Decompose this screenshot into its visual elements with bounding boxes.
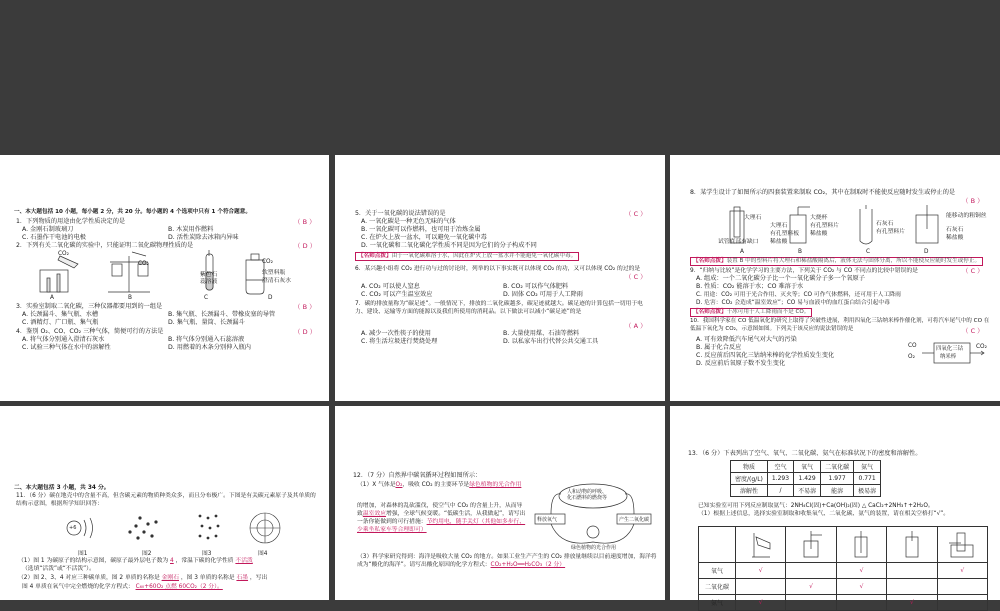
- option: C. 在炉火上放一盆水，可以避免一氧化碳中毒: [361, 234, 487, 241]
- text: 的增加，对森林的乱砍滥伐: [357, 503, 427, 509]
- table-header-cell: 空气: [767, 461, 793, 473]
- text: ，常温下碳的化学性质: [175, 558, 234, 564]
- table-cell: 1.977: [821, 473, 854, 485]
- question-12: 12．（7 分）自然界中碳氧循环过程如图所示：: [353, 472, 482, 479]
- page-3: [670, 155, 1000, 401]
- check-cell: [937, 579, 987, 595]
- page-1: [0, 155, 329, 401]
- check-cell: [786, 563, 836, 579]
- text: （1）X 气体是: [357, 482, 396, 488]
- question-10: 10．我国科学家在 CO 低温氧化的研究上取得了突破性进展，利用四氧化三钴纳米棒作催化剂，可将汽车尾气中的 CO 在低温下氧化为 CO₂，示意图如图。下列关于该反应的说法错误的是: [690, 318, 990, 332]
- section-heading: 一、本大题包括 10 小题，每小题 2 分，共 20 分。每小题的 4 个选项中只有 1 个符合题意。: [14, 209, 251, 215]
- answer-blank: 绿色植物的光合作用: [469, 482, 522, 488]
- option: D. 危害：CO₂ 会造成“温室效应”；CO 易与血液中的血红蛋白结合引起中毒: [696, 300, 890, 306]
- fig-label: CO: [908, 343, 917, 349]
- fig-label: 能移动的粗铜丝: [946, 213, 987, 219]
- option: B. 木炭用作燃料: [168, 226, 214, 233]
- page-5: [335, 406, 665, 600]
- answer-5: （ C ）: [625, 210, 647, 218]
- table-cell: /: [767, 485, 793, 497]
- page-6: [670, 406, 1000, 607]
- option: B. 属于化合反应: [696, 344, 742, 351]
- apparatus-row: [699, 527, 988, 563]
- answer-8: （ B ）: [962, 197, 984, 205]
- sub-question-2: [18, 574, 267, 582]
- answer-blank: 不活泼: [235, 558, 253, 564]
- text: ，吸收 CO₂ 的主要环节是: [402, 482, 470, 488]
- text: ，写出: [249, 575, 268, 581]
- fig-label-d: D: [924, 249, 929, 255]
- option: B. 一氧化碳可以作燃料，也可用于冶炼金属: [361, 226, 481, 233]
- fig-label: O₂: [908, 354, 915, 360]
- check-cell: √: [836, 579, 886, 595]
- apparatus-d-icon: [897, 529, 927, 559]
- check-cell: √: [937, 563, 987, 579]
- tip-tag: 【名师点拨】: [358, 253, 392, 259]
- option: C. 反应前后四氧化三钴纳米棒的化学性质发生变化: [696, 352, 835, 359]
- table-header-cell: 氨气: [854, 461, 881, 473]
- table-row: [731, 485, 881, 497]
- text: ，图 3 单质的名称是: [180, 575, 235, 581]
- table-header-row: [731, 461, 881, 473]
- sub-question-3: [357, 553, 657, 569]
- text: （3）科学家研究得到：海洋是吸收大量 CO₂ 的地方。如果工业生产产生的 CO₂ 排放量继续以目前速度增加，海洋将成为“酸化的海洋”。请写出酸化原因的化学方程式：: [357, 554, 657, 568]
- table-cell: 密度/(g/L): [731, 473, 768, 485]
- answer-blank: 温室效应: [362, 511, 387, 517]
- check-cell: [736, 579, 786, 595]
- option: B. 性质：CO₂ 能溶于水；CO 难溶于水: [696, 283, 804, 290]
- table-cell: 不易溶: [794, 485, 821, 497]
- table-cell: 0.771: [854, 473, 881, 485]
- answer-blank: 石墨: [236, 575, 249, 581]
- question-7: 7．碳的排放量称为“碳足迹”。一般情况下，排放的二氧化碳越多，碳足迹就越大。碳足迹的计算包括一切用于电力、建设、运输等方面的能源以及我们所使用的消耗品。以下做法可以减小“碳足迹”的是: [355, 301, 643, 315]
- table-cell: 1.293: [767, 473, 793, 485]
- table-cell: [699, 527, 736, 563]
- fig-label-d: D: [268, 295, 273, 301]
- answer-7: （ A ）: [625, 322, 647, 330]
- apparatus-c: [860, 205, 872, 244]
- answer-blank: CO₂+H₂O══H₂CO₃（2 分）: [490, 562, 566, 568]
- instruction-text: （1）根据上述信息，选择实验室制取和收集氧气、二氧化碳、氨气的装置，请在相关空格打“√”。: [698, 511, 950, 517]
- teacher-tip: [690, 257, 983, 266]
- fig-label: CO₂: [262, 259, 273, 265]
- question-13: 13．（6 分）下表列出了空气、氧气、二氧化碳、氨气在标准状况下的密度和溶解性。: [688, 450, 922, 457]
- fig-label: 大烧杯: [810, 215, 828, 221]
- tip-text: 干冰可用于人工降雨而不是 CO。: [726, 309, 810, 315]
- fig-label: 大理石: [770, 223, 788, 229]
- check-cell: [887, 579, 937, 595]
- apparatus-cell: [836, 527, 886, 563]
- fig-label: 图4: [258, 551, 268, 557]
- apparatus-a-icon: [746, 529, 776, 559]
- tip-text: 由于一氧化碳难溶于水，因此在炉火上放一盆水并不能避免一氧化碳中毒。: [391, 253, 577, 259]
- section-heading: 二、本大题包括 3 小题，共 34 分。: [14, 485, 110, 491]
- option: C. 将生活垃圾进行焚烧处理: [361, 338, 438, 345]
- apparatus-cell: [937, 527, 987, 563]
- teacher-tip: [690, 308, 812, 317]
- table-cell: 1.429: [794, 473, 821, 485]
- question-4: 4．鉴别 O₂、CO、CO₂ 三种气体，简便可行的方法是: [16, 328, 164, 335]
- teacher-tip: [355, 252, 579, 261]
- sub-question-1: [18, 557, 253, 565]
- question-3: 3．实验室制取二氧化碳，三种仪器都要用到的一组是: [16, 303, 163, 310]
- check-cell: √: [736, 563, 786, 579]
- option: B. 大量使用煤、石油等燃料: [503, 330, 580, 337]
- answer-3: （ B ）: [294, 303, 316, 311]
- fig-label: 稀盐酸: [770, 239, 788, 245]
- option: D. 用燃着的木条分别伸入瓶内: [168, 344, 251, 351]
- fig-label: 有孔塑料片: [810, 223, 839, 229]
- nucleus-label: +6: [69, 525, 77, 531]
- option: A. 减少一次性筷子的使用: [361, 330, 431, 337]
- answer-6: （ C ）: [625, 273, 647, 281]
- check-cell: [887, 563, 937, 579]
- fig-label: 软塑料瓶: [262, 270, 286, 276]
- fig-label: CO₂: [138, 261, 149, 267]
- cycle-label: 化石燃料的燃烧等: [567, 495, 608, 501]
- sub-question-2-cont: [22, 583, 223, 591]
- option: A. 金刚石制玻璃刀: [22, 226, 74, 233]
- question-2: 2．下列有关二氧化碳的实验中，只能证明二氧化碳物理性质的是: [16, 242, 194, 249]
- cycle-label: 绿色植物的光合作用: [571, 545, 617, 551]
- option: D. 集气瓶、量筒、长颈漏斗: [168, 319, 245, 326]
- option: A. CO₂ 可以使人窒息: [361, 283, 420, 290]
- question-1: 1．下列物质的用途由化学性质决定的是: [16, 218, 126, 225]
- fig-label: 图3: [202, 551, 212, 557]
- option: A. 长颈漏斗、集气瓶、水槽: [22, 311, 99, 318]
- answer-blank: 节约用电，随手关灯（其他如多步行、少乘坐私家车等合理即可）: [357, 519, 526, 533]
- text: 图 4 单质在氧气中完全燃烧的化学方程式：: [22, 584, 134, 590]
- fig-label: CO₂: [976, 344, 987, 350]
- fig-label-b: B: [798, 249, 802, 255]
- option: D. 一氧化碳和二氧化碳化学性质不同是因为它们的分子构成不同: [361, 242, 537, 249]
- fig-label: 紫色石: [200, 272, 218, 278]
- page-2: [335, 155, 665, 401]
- row-label: 二氧化碳: [699, 579, 736, 595]
- graphite-structure: [199, 515, 220, 540]
- reaction-text: 已知实验室可用下列反应制取氨气：2NH₄Cl(固)+Ca(OH)₂(固) △ CaCl₂+2NH₃↑+2H₂O。: [698, 503, 934, 509]
- option: D. 反应前后氧原子数不发生变化: [696, 360, 786, 367]
- option: C. 酒精灯、广口瓶、集气瓶: [22, 319, 99, 326]
- table-row: [699, 563, 988, 579]
- row-label: 氧气: [699, 563, 736, 579]
- table-cell: 极易溶: [854, 485, 881, 497]
- fig-label: 石灰石: [876, 221, 894, 227]
- fig-label: 大理石: [744, 215, 762, 221]
- carbon-structure-figure: [60, 510, 290, 546]
- fig-label: 蕊溶液: [200, 279, 218, 285]
- option: C. CO₂ 可以产生温室效应: [361, 291, 433, 298]
- tip-text: 装置 B 中的塑料片将大理石和稀盐酸隔离后，液体无法与固体分离，所以不能使反应随时发生或停止。: [726, 258, 981, 264]
- answer-1: （ B ）: [294, 218, 316, 226]
- answer-10: （ C ）: [962, 327, 984, 335]
- candle-beaker-figure: [40, 256, 78, 292]
- fig-label: 试管底部有缺口: [718, 239, 759, 245]
- row-label: 氨气: [699, 595, 736, 611]
- table-header-cell: 二氧化碳: [821, 461, 854, 473]
- fig-label: 有孔塑料板: [770, 231, 799, 237]
- sub-question-1-cont: （选填“活泼”或“不活泼”）。: [22, 566, 95, 572]
- table-header-cell: 物质: [731, 461, 768, 473]
- check-cell: [786, 595, 836, 611]
- fig-label-c: C: [204, 295, 209, 301]
- apparatus-table: [698, 526, 988, 611]
- fig-label: 图2: [142, 551, 152, 557]
- apparatus-b-icon: [796, 529, 826, 559]
- balance-figure: [108, 252, 150, 292]
- option: C. 试验三种气体在水中的溶解性: [22, 344, 111, 351]
- fig-label-a: A: [50, 295, 54, 301]
- page-4: [0, 406, 329, 600]
- option: C. 用途：CO₂ 可用于光合作用、灭火等；CO 可作气体燃料，还可用于人工降雨: [696, 292, 901, 298]
- apparatus-e-icon: [947, 529, 977, 559]
- table-row: [699, 595, 988, 611]
- option: A. 可有效降低汽车尾气对大气的污染: [696, 336, 797, 343]
- apparatus-cell: [887, 527, 937, 563]
- option: D. 以私家车出行代替公共交通工具: [503, 338, 599, 345]
- table-cell: 溶解性: [731, 485, 768, 497]
- answer-2: （ D ）: [294, 242, 317, 250]
- table-cell: 能溶: [821, 485, 854, 497]
- check-cell: √: [836, 563, 886, 579]
- text: （1）图 1 为碳原子的结构示意图，碳原子最外层电子数为: [18, 558, 169, 564]
- table-row: [731, 473, 881, 485]
- cycle-label: 释放氧气: [537, 517, 558, 523]
- apparatus-b: [790, 207, 810, 243]
- question-6: 6．某兴趣小组将 CO₂ 进行功与过的讨论时，列举的以下事实既可以体现 CO₂ 的功，又可以体现 CO₂ 的过的是: [355, 266, 641, 272]
- question-9: 9．“归纳与比较”是化学学习的主要方法，下列关于 CO₂ 与 CO 不同点的比较中错误的是: [690, 268, 918, 274]
- fig-label: 稀盐酸: [810, 231, 828, 237]
- fig-label-b: B: [128, 295, 132, 301]
- answer-9: （ C ）: [962, 267, 984, 275]
- fig-label: 有孔塑料片: [876, 229, 905, 235]
- option: B. CO₂ 可以作气体肥料: [503, 283, 569, 290]
- apparatus-d: [916, 205, 938, 243]
- check-cell: [937, 595, 987, 611]
- tip-tag: 【名师点拨】: [693, 258, 727, 264]
- fig-label-c: C: [866, 249, 871, 255]
- option: C. 石墨作干电池的电极: [22, 234, 86, 241]
- text: ，使空气中 CO₂ 的含量上升，从而导致: [357, 503, 523, 517]
- answer-blank: C₆₀+60O₂ 点燃 60CO₂（2 分）。: [135, 584, 223, 590]
- option: D. 固体 CO₂ 可用于人工降雨: [503, 291, 583, 298]
- fig-label: CO₂: [58, 251, 69, 257]
- fig-label: 图1: [78, 551, 88, 557]
- fig-label: 纳米棒: [940, 354, 957, 360]
- apparatus-cell: [786, 527, 836, 563]
- check-cell: √: [786, 579, 836, 595]
- option: B. 集气瓶、长颈漏斗、带橡皮塞的导管: [168, 311, 276, 318]
- text: （2）图 2、3、4 对应三种碳单质，图 2 单质的名称是: [18, 575, 160, 581]
- density-table: [730, 460, 881, 497]
- check-cell: [836, 595, 886, 611]
- answer-blank: 金刚石: [161, 575, 179, 581]
- option: D. 活性炭除去冰箱内异味: [168, 234, 239, 241]
- diamond-structure: [128, 516, 157, 539]
- table-header-cell: 氧气: [794, 461, 821, 473]
- fig-label-a: A: [740, 249, 744, 255]
- option: A. 将气体分别通入澄清石灰水: [22, 336, 105, 343]
- question-5: 5．关于一氧化碳的说法错误的是: [355, 210, 446, 217]
- option: B. 将气体分别通入石蕊溶液: [168, 336, 245, 343]
- cycle-label: 人和动物的呼吸、: [567, 489, 608, 495]
- fig-label: 四氧化三钴: [936, 346, 963, 352]
- apparatus-c-icon: [846, 529, 876, 559]
- tip-tag: 【名师点拨】: [693, 309, 727, 315]
- answer-4: （ D ）: [294, 328, 317, 336]
- answer-blank: O₂: [395, 482, 403, 488]
- sub-question-2: [357, 502, 527, 534]
- c60-structure: [250, 513, 280, 543]
- sub-question-1: [357, 481, 527, 489]
- cycle-label: 产生二氧化碳: [619, 517, 650, 523]
- text: 增强，全球气候变暖。“低碳生活，从我做起”，请写出一条你能做到的可行措施：: [357, 511, 526, 525]
- option: A. 一氧化碳是一种无色无味的气体: [361, 218, 456, 225]
- fig-label: 稀盐酸: [946, 235, 964, 241]
- question-11: 11．（6 分）碳在地壳中的含量不高，但含碳元素的物质种类众多，而且分布极广。下图是有关碳元素原子及其单质的结构示意图，根据所学知识回答：: [16, 493, 316, 507]
- check-cell: √: [736, 595, 786, 611]
- answer-blank: 4: [170, 558, 174, 564]
- check-cell: √: [887, 595, 937, 611]
- fig-label: 石灰石: [946, 227, 964, 233]
- fig-label: 澄清石灰水: [262, 278, 291, 284]
- option: A. 组成：一个二氧化碳分子比一个一氧化碳分子多一个氧原子: [696, 275, 865, 282]
- question-8: 8．某学生设计了如图所示的四套装置来制取 CO₂，其中在制取时不能使反应随时发生或停止的是: [690, 189, 956, 196]
- apparatus-cell: [736, 527, 786, 563]
- table-row: [699, 579, 988, 595]
